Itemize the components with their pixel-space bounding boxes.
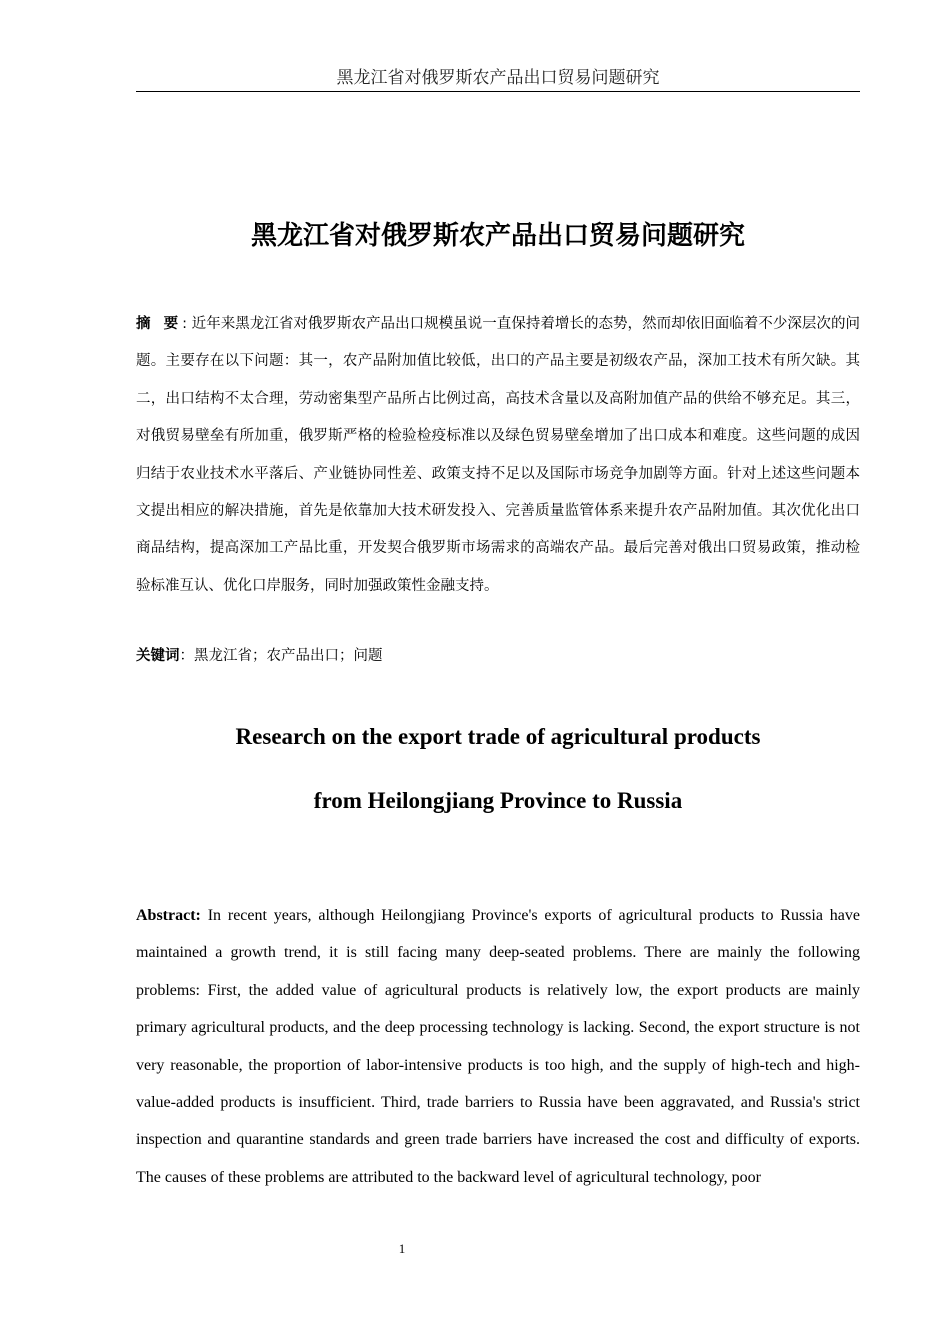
chinese-abstract [136, 306, 860, 605]
english-title-line-1: Research on the export trade of agricultural products [235, 724, 761, 749]
chinese-abstract-label: 摘 要 [136, 316, 183, 332]
chinese-abstract-text: 近年来黑龙江省对俄罗斯农产品出口规模虽说一直保持着增长的态势，然而却依旧面临着不少深层次的问题。主要存在以下问题：其一，农产品附加值比较低，出口的产品主要是初级农产品，深加工技术有所欠缺。其二，出口结构不太合理，劳动密集型产品所占比例过高，高技术含量以及高附加值产品的供给不够充足。其三，对俄贸易壁垒有所加重，俄罗斯严格的检验检疫标准以及绿色贸易壁垒增加了出口成本和难度。这些问题的成因归结于农业技术水平落后、产业链协同性差、政策支持不足以及国际市场竞争加剧等方面。针对上述这些问题本文提出相应的解决措施，首先是依靠加大技术研发投入、完善质量监管体系来提升农产品附加值。其次优化出口商品结构，提高深加工产品比重，开发契合俄罗斯市场需求的高端农产品。最后完善对俄出口贸易政策，推动检验标准互认、优化口岸服务，同时加强政策性金融支持。 [136, 316, 860, 594]
page-number: 1 [398, 1241, 406, 1256]
chinese-title: 黑龙江省对俄罗斯农产品出口贸易问题研究 [250, 221, 745, 251]
chinese-abstract-separator: : [182, 316, 192, 332]
chinese-keywords [136, 642, 860, 670]
chinese-keywords-text: 黑龙江省；农产品出口；问题 [194, 648, 383, 664]
english-abstract [136, 897, 860, 1196]
english-abstract-text: In recent years, although Heilongjiang Province's exports of agricultural products to Russia have maintained a growth trend, it is still facing many deep-seated problems. There are mainly the following problems: First, the added value of agricultural products is relatively low, the export products are mainly primary agricultural products, and the deep processing technology is lacking. Second, the export structure is not very reasonable, the proportion of labor-intensive products is too high, and the supply of high-tech and high-value-added products is insufficient. Third, trade barriers to Russia have been aggravated, and Russia's strict inspection and quarantine standards and green trade barriers have increased the cost and difficulty of exports. The causes of these problems are attributed to the backward level of agricultural technology, poor [136, 907, 860, 1186]
chinese-keywords-separator: ： [179, 648, 194, 664]
english-title-line-2: from Heilongjiang Province to Russia [313, 788, 683, 813]
running-header: 黑龙江省对俄罗斯农产品出口贸易问题研究 [336, 68, 660, 88]
english-abstract-label: Abstract: [136, 907, 201, 924]
header-divider [136, 91, 860, 92]
chinese-keywords-label: 关键词 [136, 648, 180, 664]
